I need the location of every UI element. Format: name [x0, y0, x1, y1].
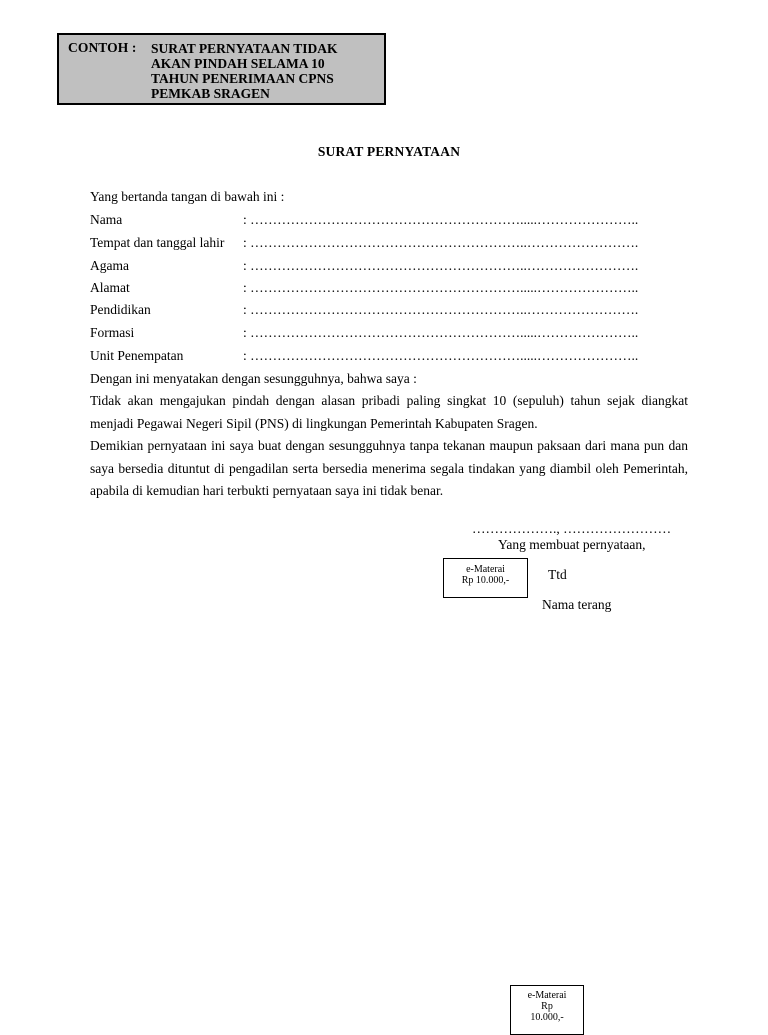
name-label: Nama terang: [542, 597, 612, 612]
stamp-line-2: Rp: [541, 1001, 553, 1012]
field-label: Unit Penempatan: [90, 348, 184, 363]
stamp-line-2: Rp 10.000,-: [461, 575, 510, 586]
ttd-text: Ttd: [548, 567, 567, 582]
field-label: Tempat dan tanggal lahir: [90, 235, 225, 250]
header-line-4: PEMKAB SRAGEN: [151, 86, 270, 101]
field-blank: : …………………………………………………….....…………………..: [243, 348, 639, 363]
field-blank: : …………………………………………………….....…………………..: [243, 325, 639, 340]
field-label: Alamat: [90, 280, 130, 295]
e-materai-stamp: [443, 558, 528, 598]
field-label: Pendidikan: [90, 302, 151, 317]
place-date-blank: ………………., ……………………: [472, 521, 672, 536]
example-prefix: CONTOH :: [68, 40, 137, 55]
document-title: SURAT PERNYATAAN: [317, 144, 461, 159]
header-line-2: AKAN PINDAH SELAMA 10: [151, 56, 325, 71]
e-materai-stamp-bottom: [510, 985, 584, 1035]
example-header-box: [57, 33, 386, 105]
signer-label: Yang membuat pernyataan,: [498, 537, 646, 552]
intro-text: Yang bertanda tangan di bawah ini :: [90, 189, 285, 204]
field-blank: : ……………………………………………………..…………………….: [243, 302, 639, 317]
header-line-3: TAHUN PENERIMAAN CPNS: [151, 71, 334, 86]
stamp-line-3: 10.000,-: [530, 1012, 564, 1023]
field-label: Nama: [90, 212, 123, 227]
statement-paragraph-2: Demikian pernyataan ini saya buat dengan sesungguhnya tanpa tekanan maupun paksaan dari mana pun dan saya bersedia dituntut di pengadilan serta bersedia menerima segala tindakan yang diambil oleh Pemerintah, apabila di kemudian hari terbukti pernyataan saya ini tidak benar.: [90, 438, 688, 498]
field-blank: : …………………………………………………….....…………………..: [243, 212, 639, 227]
field-blank: : ……………………………………………………..…………………….: [243, 258, 639, 273]
stamp-line-1: e-Materai: [466, 564, 505, 575]
field-blank: : ……………………………………………………..…………………….: [243, 235, 639, 250]
statement-paragraph-1: Tidak akan mengajukan pindah dengan alasan pribadi paling singkat 10 (sepuluh) tahun sejak diangkat menjadi Pegawai Negeri Sipil (PNS) di lingkungan Pemerintah Kabupaten Sragen.: [90, 393, 688, 431]
field-label: Agama: [90, 258, 129, 273]
field-label: Formasi: [90, 325, 135, 340]
header-line-1: SURAT PERNYATAAN TIDAK: [151, 41, 338, 56]
statement-intro: Dengan ini menyatakan dengan sesungguhnya, bahwa saya :: [90, 371, 417, 386]
field-blank: : …………………………………………………….....…………………..: [243, 280, 639, 295]
stamp-line-1: e-Materai: [527, 990, 567, 1001]
